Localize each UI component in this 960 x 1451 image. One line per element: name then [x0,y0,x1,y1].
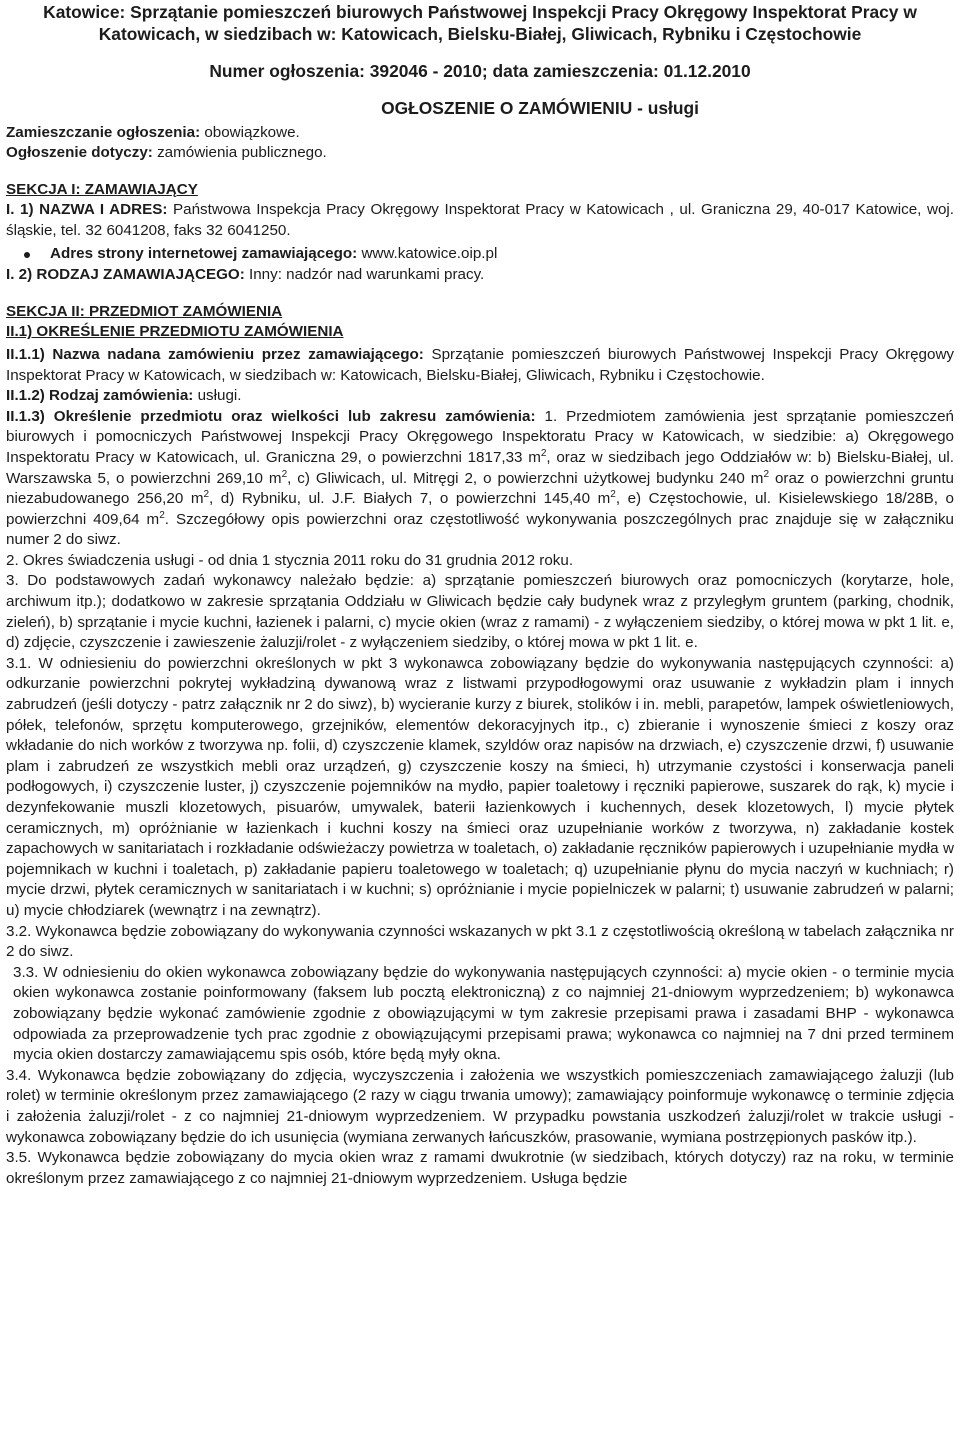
scope-text: 1. Przedmiotem zamówienia jest sprzątanie pomieszczeń biurowych i pomocniczych Państwowej Inspekcji Pracy Okręgowego Inspektoratu Pracy w Katowicach, w siedzibie: a) Okręgowego Inspektoratu Pracy w Katowicach, ul. Graniczna 29, o powierzchni 1817,33 m [6,407,954,466]
section1-name-label: I. 1) NAZWA I ADRES: [6,201,168,219]
section2-name [6,345,954,386]
scope-paragraph-3-5: 3.5. Wykonawca będzie zobowiązany do mycia okien wraz z ramami dwukrotnie (w siedzibach, których dotyczy) raz na roku, w terminie określonym przez zamawiającego z co najmniej 21-dniowym wyprzedzeniem. Usługa będzie [6,1149,954,1187]
section1-name-address [6,200,954,241]
section2-subheading: II.1) OKREŚLENIE PRZEDMIOTU ZAMÓWIENIA [6,323,344,341]
scope-text: , d) Rybniku, ul. J.F. Białych 7, o powierzchni 145,40 m [209,490,611,508]
notice-heading: OGŁOSZENIE O ZAMÓWIENIU - usługi [381,98,699,118]
scope-text: oraz o powierzchni gruntu niezabudowanego 256,20 m [6,469,954,508]
concerns-line [6,143,954,164]
scope-paragraph-3-3: 3.3. W odniesieniu do okien wykonawca zobowiązany będzie do wykonywania następujących czynności: a) mycie okien - o terminie mycia okien wykonawca zostanie poinformowany (faksem lub pocztą elektroniczną) z co najmniej 21-dniowym wyprzedzeniem; b) wykonawca zobowiązany będzie wykonać zamówienie zgodnie z obowiązującymi w tym zakresie przepisami prawa i zasadami BHP - wykonawca odpowiada za przeprowadzenie tych prac zgodnie z obowiązującymi przepisami prawa; wykonawca co najmniej na 7 dni przed terminem mycia okien dostarczy zamawiającemu spis osób, które będą myły okna. [13,963,954,1064]
notice-meta: Numer ogłoszenia: 392046 - 2010; data zamieszczenia: 01.12.2010 [209,61,751,82]
section2-heading: SEKCJA II: PRZEDMIOT ZAMÓWIENIA [6,302,283,320]
placement-label: Zamieszczanie ogłoszenia: [6,123,201,141]
section2-scope-label: II.1.3) Określenie przedmiotu oraz wielkości lub zakresu zamówienia: [6,407,536,425]
scope-text: . Szczegółowy opis powierzchni oraz częstotliwość wykonywania poszczególnych prac znajduje się w załączniku numer 2 do siwz. [6,510,954,549]
section1-heading: SEKCJA I: ZAMAWIAJĄCY [6,180,198,198]
superscript: 2 [540,447,547,459]
concerns-label: Ogłoszenie dotyczy: [6,144,153,162]
section1-type-value: Inny: nadzór nad warunkami pracy. [244,266,485,284]
section1-type [6,265,954,286]
section1-name-value: Państwowa Inspekcja Pracy Okręgowy Inspektorat Pracy w Katowicach , ul. Graniczna 29, 40-017 Katowice, woj. śląskie, tel. 32 6041208, faks 32 6041250. [6,201,954,239]
superscript: 2 [763,468,770,480]
scope-paragraph-3: 3. Do podstawowych zadań wykonawcy należało będzie: a) sprzątanie pomieszczeń biurowych oraz pomocniczych (korytarze, hole, archiwum itp.); dodatkowo w zakresie sprzątania Oddziału w Gliwicach będzie cały budynek wraz z przyległym gruntem (parking, chodnik, zieleń), b) sprzątanie i mycie kuchni, łazienek i palarni, c) mycie okien (wraz z ramami) - z wyłączeniem siedziby, o której mowa w pkt 1 lit. e, d) zdjęcie, czyszczenie i zawieszenie żaluzji/rolet - z wyłączeniem siedziby, o której mowa w pkt 1 lit. e. [6,572,954,652]
document-title: Katowice: Sprzątanie pomieszczeń biurowych Państwowej Inspekcji Pracy Okręgowy Inspektorat Pracy w Katowicach, w siedzibach w: Katowicach, Bielsku-Białej, Gliwicach, Rybniku i Częstochowie [43,2,917,45]
section2-name-label: II.1.1) Nazwa nadana zamówieniu przez zamawiającego: [6,345,424,363]
scope-text: , e) Częstochowie, ul. Kisielewskiego 18/28B, o powierzchni 409,64 m [6,490,955,528]
concerns-value: zamówienia publicznego. [152,144,327,162]
superscript: 2 [203,489,210,501]
scope-text: , c) Gliwicach, ul. Mitręgi 2, o powierzchni użytkowej budynku 240 m [287,469,764,487]
document-page [6,0,954,1189]
placement-value: obowiązkowe. [200,123,300,141]
section2-scope [6,407,954,551]
scope-paragraph-3-2: 3.2. Wykonawca będzie zobowiązany do wykonywania czynności wskazanych w pkt 3.1 z częstotliwością określoną w tabelach załącznika nr 2 do siwz. [6,922,954,961]
scope-paragraph-3-1: 3.1. W odniesieniu do powierzchni określonych w pkt 3 wykonawca zobowiązany będzie do wykonywania następujących czynności: a) odkurzanie powierzchni pokrytej wykładziną dywanową wraz z listwami przypodłogowymi oraz usuwanie z wykładzin plam i innych zabrudzeń (jeśli dotyczy - patrz załącznik nr 2 do siwz), b) wycieranie kurzy z biurek, stolików i in. mebli, parapetów, lampek oświetleniowych, półek, telefonów, sprzętu komputerowego, grzejników, elementów dekoracyjnych itp., c) zbieranie i wynoszenie śmieci z koszy oraz wkładanie do nich worków z tworzywa np. folii, d) czyszczenie klamek, szyldów oraz napisów na drzwiach, e) czyszczenie drzwi, f) usuwanie plam i zabrudzeń ze wszystkich mebli oraz urządzeń, g) czyszczenie koszy na śmieci, h) utrzymanie czystości i konserwacja paneli podłogowych, i) czyszczenie luster, j) czyszczenie pojemników na mydło, papier toaletowy i ręczniki papierowe, suszarek do rąk, k) mycie i dezynfekowanie muszli klozetowych, pisuarów, umywalek, baterii łazienkowych i kuchennych, desek klozetowych, l) mycie płytek ceramicznych, m) opróżnianie w łazienkach i kuchni koszy na śmieci oraz uzupełnianie worków z tworzywa, n) zakładanie kostek zapachowych w sanitariatach i rozkładanie odświeżaczy powietrza w toaletach, o) zakładanie ręczników papierowych i uzupełnianie mydła w pojemnikach w kuchni i toaletach, p) zakładanie papieru toaletowego w toaletach; q) uzupełnianie płynu do mycia naczyń w kuchniach; r) mycie drzwi, płytek ceramicznych w sanitariatach i w kuchni; s) opróżnianie i mycie popielniczek w palarni; t) usuwanie zabrudzeń w palarni; u) mycie chłodziarek (wewnątrz i na zewnątrz). [6,654,954,919]
superscript: 2 [281,468,288,480]
scope-text: , oraz w siedzibach jego Oddziałów w: b) Bielsku-Białej, ul. Warszawska 5, o powierzchni 269,10 m [6,448,954,487]
section2-kind-value: usługi. [193,387,242,405]
section2-kind [6,386,954,407]
scope-paragraph-3-4: 3.4. Wykonawca będzie zobowiązany do zdjęcia, wyczyszczenia i założenia we wszystkich pomieszczeniach zamawiającego żaluzji (lub rolet) w terminie określonym przez zamawiającego (2 razy w ciągu trwania umowy); zamawiający poinformuje wykonawcę o terminie zdjęcia i założenia żaluzji/rolet - z co najmniej 21-dniowym wyprzedzeniem. W przypadku powstania uszkodzeń żaluzji/rolet w trakcie usługi - wykonawca zobowiązany będzie do ich usunięcia (wymiana zerwanych łańcuszków, prasowanie, wymiana postrzępionych pasków itp.). [6,1066,954,1146]
superscript: 2 [610,489,616,501]
section2-kind-label: II.1.2) Rodzaj zamówienia: [6,387,194,405]
superscript: 2 [159,509,165,521]
section1-website [24,244,954,265]
website-label: Adres strony internetowej zamawiającego: [50,244,358,262]
website-link[interactable]: www.katowice.oip.pl [357,244,498,262]
scope-paragraph-2: 2. Okres świadczenia usługi - od dnia 1 stycznia 2011 roku do 31 grudnia 2012 roku. [6,551,574,569]
section1-type-label: I. 2) RODZAJ ZAMAWIAJĄCEGO: [6,266,245,284]
placement-line [6,123,954,144]
section2-name-value: Sprzątanie pomieszczeń biurowych Państwowej Inspekcji Pracy Okręgowy Inspektorat Pracy w Katowicach, w siedzibach w: Katowicach, Bielsku-Białej, Gliwicach, Rybniku i Częstochowie. [6,345,955,384]
